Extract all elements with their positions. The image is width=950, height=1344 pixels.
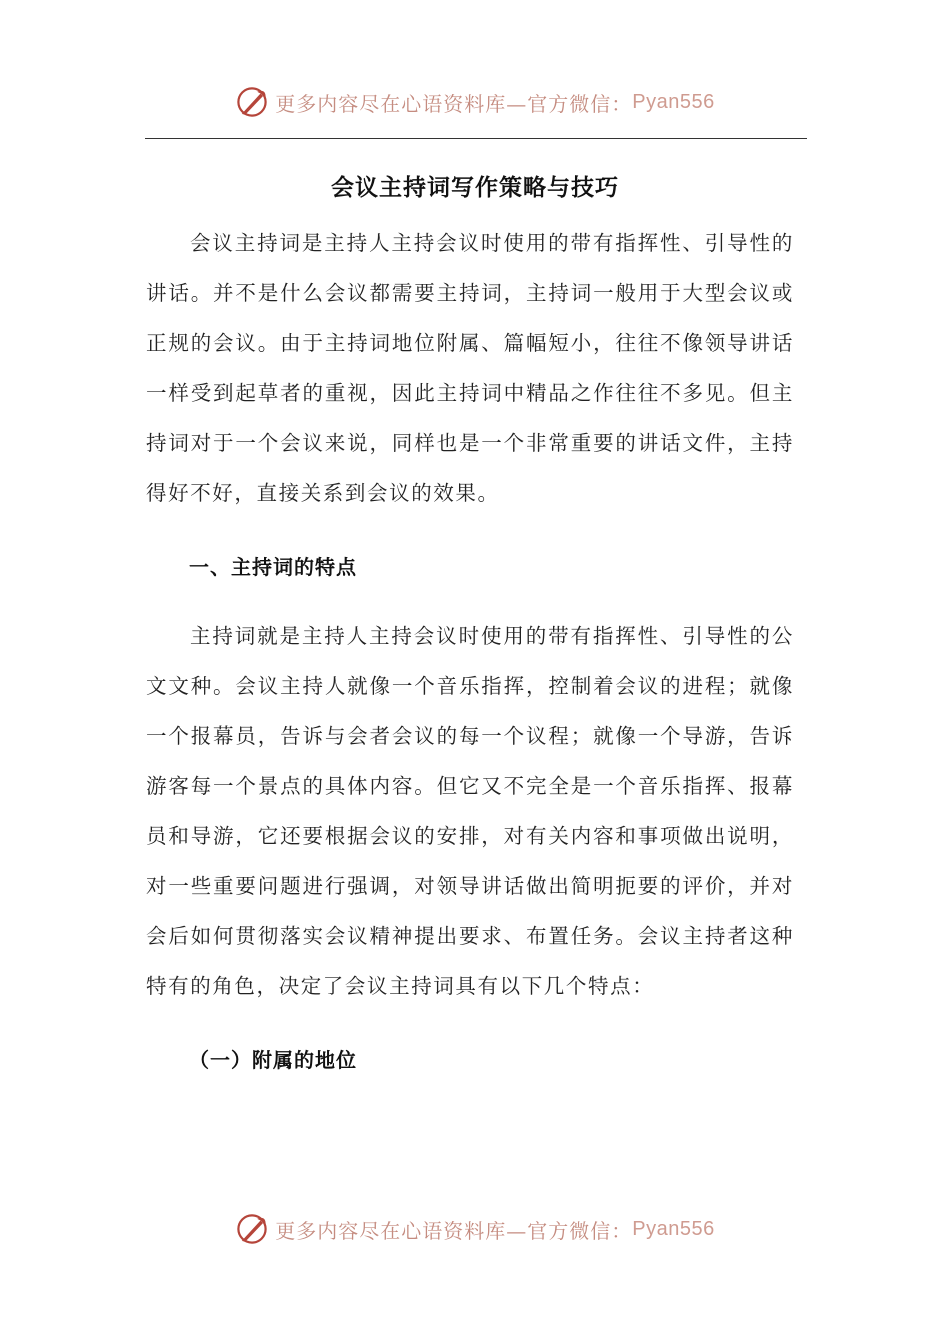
footer-banner-text: 更多内容尽在心语资料库—官方微信： [275, 1218, 633, 1243]
header-banner [0, 82, 950, 122]
footer-banner [0, 1209, 950, 1249]
header-divider [145, 138, 807, 139]
header-wechat-id: Pyan556 [632, 90, 715, 113]
footer-wechat-id: Pyan556 [632, 1217, 715, 1240]
intro-paragraph: 会议主持词是主持人主持会议时使用的带有指挥性、引导性的讲话。并不是什么会议都需要主持词，主持词一般用于大型会议或正规的会议。由于主持词地位附属、篇幅短小，往往不像领导讲话一样受到起草者的重视，因此主持词中精品之作往往不多见。但主持词对于一个会议来说，同样也是一个非常重要的讲话文件，主持得好不好，直接关系到会议的效果。 [146, 231, 794, 505]
header-banner-text: 更多内容尽在心语资料库—官方微信： [275, 91, 633, 116]
quill-pen-logo-icon [235, 1212, 269, 1246]
subsection-heading-subordinate-status: （一）附属的地位 [189, 1048, 357, 1072]
section-paragraph-characteristics: 主持词就是主持人主持会议时使用的带有指挥性、引导性的公文文种。会议主持人就像一个音乐指挥，控制着会议的进程；就像一个报幕员，告诉与会者会议的每一个议程；就像一个导游，告诉游客每一个景点的具体内容。但它又不完全是一个音乐指挥、报幕员和导游，它还要根据会议的安排，对有关内容和事项做出说明，对一些重要问题进行强调，对领导讲话做出简明扼要的评价，并对会后如何贯彻落实会议精神提出要求、布置任务。会议主持者这种特有的角色，决定了会议主持词具有以下几个特点： [146, 624, 794, 998]
section-heading-characteristics: 一、主持词的特点 [189, 555, 357, 579]
document-title: 会议主持词写作策略与技巧 [331, 175, 619, 202]
quill-pen-logo-icon [235, 85, 269, 119]
